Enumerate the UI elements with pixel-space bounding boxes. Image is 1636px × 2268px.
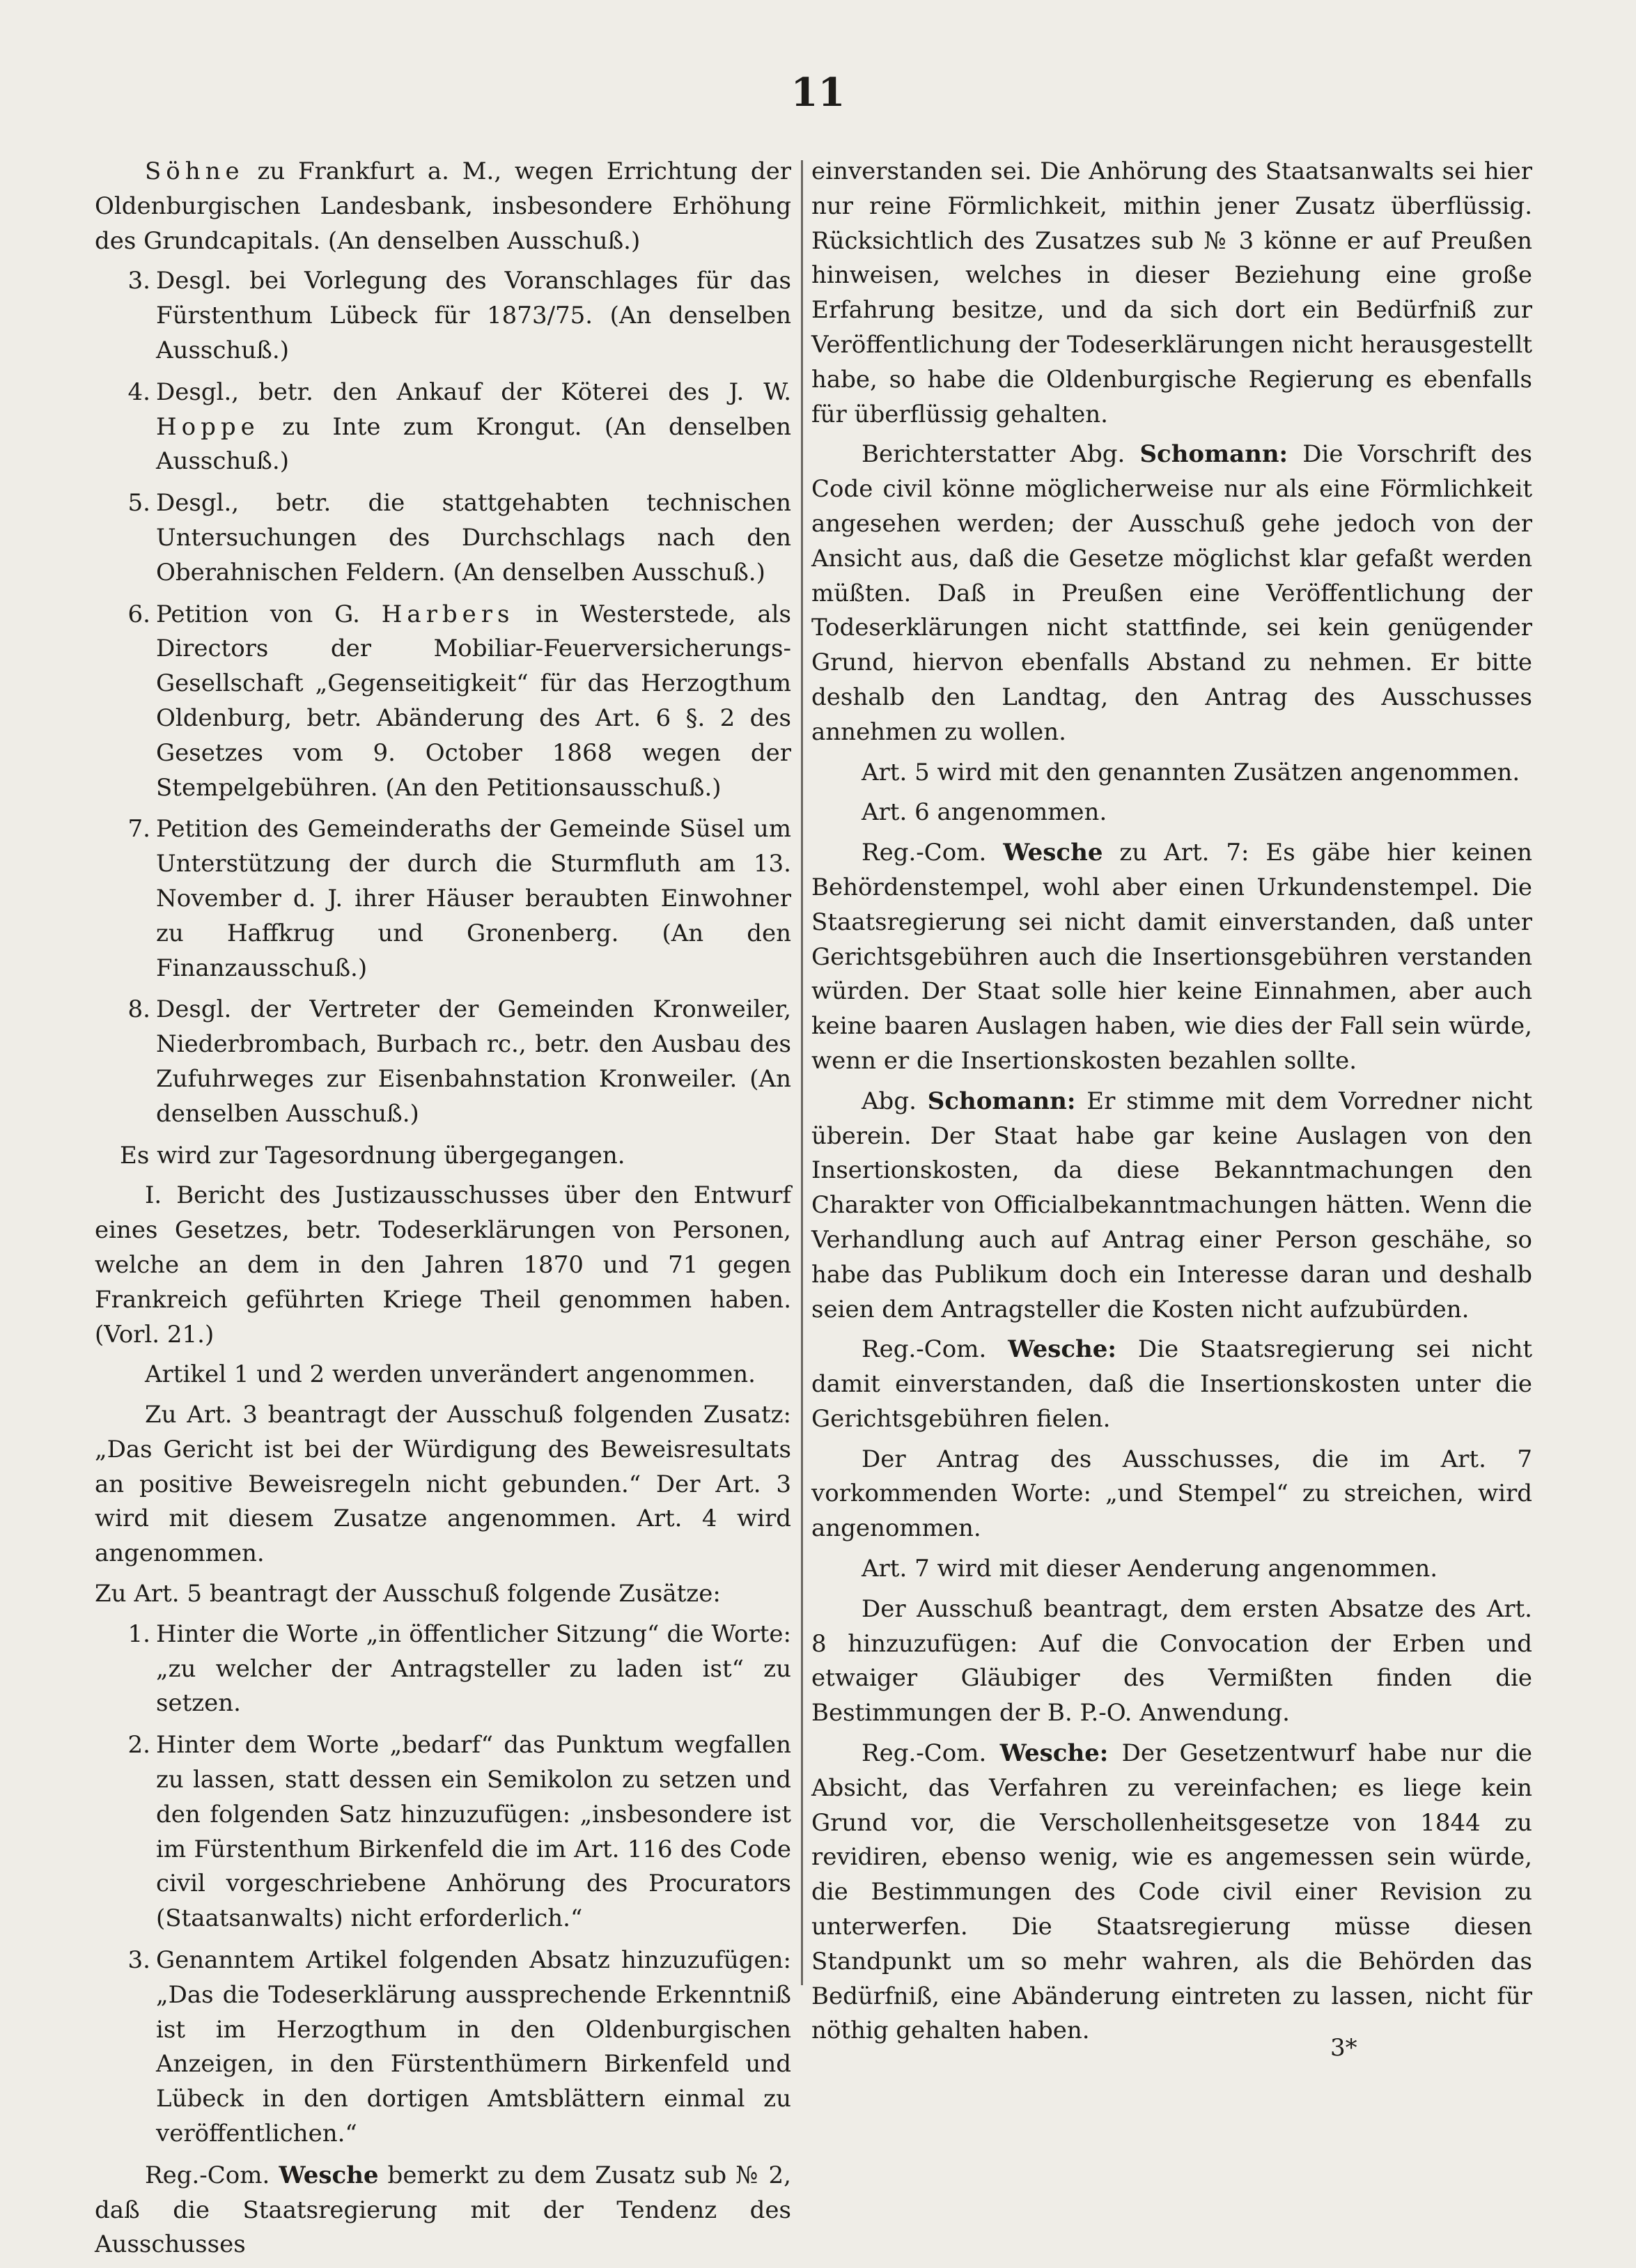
list-item bbox=[95, 264, 791, 368]
item-number: 1. bbox=[127, 1620, 150, 1648]
paragraph-text: zu Art. 7: Es gäbe hier keinen Behördenstempel, wohl aber einen Urkundenstempel. Die Staatsregierung sei nicht damit einverstanden, daß unter Gerichtsgebühren auch die Insertionsgebühren verstanden würden. Der Staat solle hier keine Einnahmen, aber auch keine baaren Auslagen haben, wie dies der Fall sein würde, wenn er die Insertionskosten bezahlen sollte. bbox=[811, 839, 1532, 1075]
paragraph: Der Antrag des Ausschusses, die im Art. 7 vorkommenden Worte: „und Stempel“ zu streichen, wird angenommen. bbox=[811, 1445, 1532, 1543]
paragraph: Artikel 1 und 2 werden unverändert angenommen. bbox=[145, 1360, 756, 1389]
right-column bbox=[811, 155, 1532, 2054]
paragraph-text: Er stimme mit dem Vorredner nicht überein. Der Staat habe gar keine Auslagen von den Insertionskosten, da diese Bekanntmachungen den Charakter von Officialbekanntmachungen hätten. Wenn die Verhandlung auch auf Antrag einer Person geschähe, so habe das Publikum doch ein Interesse daran und deshalb seien dem Antragsteller die Kosten nicht aufzubürden. bbox=[811, 1087, 1532, 1323]
item-text: Desgl., betr. den Ankauf der Köterei des J. W. bbox=[156, 378, 791, 406]
intro-paragraph bbox=[95, 155, 791, 258]
speaker-name: Wesche: bbox=[1008, 1335, 1116, 1364]
paragraph bbox=[811, 1737, 1532, 2049]
item-number: 7. bbox=[127, 815, 150, 844]
paragraph bbox=[811, 836, 1532, 1079]
intro-text: zu Frankfurt a. M., wegen Errichtung der Oldenburgischen Landesbank, insbesondere Erhöhung des Grundcapitals. (An denselben Ausschuß.) bbox=[95, 157, 791, 255]
speaker-title: Reg.-Com. bbox=[862, 1739, 1000, 1768]
page-number: 11 bbox=[790, 70, 846, 116]
paragraph-text: Die Vorschrift des Code civil könne möglicherweise nur als eine Förmlichkeit angesehen werden; der Ausschuß gehe jedoch von der Ansicht aus, daß die Gesetze möglichst klar gefaßt werden müßten. Daß in Preußen eine Veröffentlichung der Todeserklärungen nicht stattfinde, sei kein genügender Grund, hiervon ebenfalls Abstand zu nehmen. Er bitte deshalb den Landtag, den Antrag des Ausschusses annehmen zu wollen. bbox=[811, 440, 1532, 746]
item-text: in Westerstede, als Directors der Mobiliar-Feuerversicherungs-Gesellschaft „Gegenseitigkeit“ für das Herzogthum Oldenburg, betr. Abänderung des Art. 6 §. 2 des Gesetzes vom 9. October 1868 wegen der Stempelgebühren. (An den Petitionsausschuß.) bbox=[156, 600, 791, 802]
paragraph-text: Der Gesetzentwurf habe nur die Absicht, das Verfahren zu vereinfachen; es liege kein Grund vor, die Verschollenheitsgesetze von 1844 zu revidiren, ebenso wenig, wie es angemessen sein würde, die Bestimmungen des Code civil einer Revision zu unterwerfen. Die Staatsregierung müsse diesen Standpunkt um so mehr wahren, als die Behörden das Bedürfniß, eine Abänderung eintreten zu lassen, nicht für nöthig gehalten haben. bbox=[811, 1739, 1532, 2045]
item-text: Petition von G. bbox=[156, 600, 382, 628]
paragraph: Der Ausschuß beantragt, dem ersten Absatze des Art. 8 hinzuzufügen: Auf die Convocation der Erben und etwaiger Gläubiger des Vermißten finden die Bestimmungen der B. P.-O. Anwendung. bbox=[811, 1594, 1532, 1727]
list-item bbox=[95, 486, 791, 590]
list-item bbox=[95, 812, 791, 986]
report-heading: I. Bericht des Justizausschusses über den Entwurf eines Gesetzes, betr. Todeserklärungen von Personen, welche an dem in den Jahren 1870 und 71 gegen Frankreich geführten Kriege Theil genommen haben. (Vorl. 21.) bbox=[95, 1181, 791, 1349]
person-name: Harbers bbox=[381, 600, 515, 628]
speaker-name: Wesche bbox=[1003, 839, 1103, 867]
paragraph bbox=[811, 1085, 1532, 1328]
item-text: zu Inte zum Krongut. (An denselben Ausschuß.) bbox=[156, 412, 791, 476]
item-number: 3. bbox=[127, 1946, 150, 1975]
paragraph bbox=[95, 2159, 791, 2262]
sub-list-item bbox=[95, 1728, 791, 1936]
column-divider bbox=[801, 160, 803, 1985]
person-name: Hoppe bbox=[156, 412, 260, 441]
item-text: Genanntem Artikel folgenden Absatz hinzuzufügen: „Das die Todeserklärung aussprechende Erkenntniß ist im Herzogthum in den Oldenburgischen Anzeigen, in den Fürstenthümern Birkenfeld und Lübeck in den dortigen Amtsblättern einmal zu veröffentlichen.“ bbox=[156, 1946, 791, 2148]
paragraph: Art. 6 angenommen. bbox=[862, 798, 1107, 827]
sub-list-item bbox=[95, 1617, 791, 1721]
item-text: Petition des Gemeinderaths der Gemeinde Süsel um Unterstützung der durch die Sturmfluth am 13. November d. J. ihrer Häuser beraubten Einwohner zu Haffkrug und Gronenberg. (An den Finanzausschuß.) bbox=[156, 815, 791, 982]
paragraph: Es wird zur Tagesordnung übergegangen. bbox=[120, 1141, 625, 1170]
item-text: Desgl., betr. die stattgehabten technischen Untersuchungen des Durchschlags nach den Oberahnischen Feldern. (An denselben Ausschuß.) bbox=[156, 489, 791, 587]
speaker-name: Wesche bbox=[279, 2161, 379, 2189]
item-text: Desgl. der Vertreter der Gemeinden Kronweiler, Niederbrombach, Burbach rc., betr. den Ausbau des Zufuhrweges zur Eisenbahnstation Kronweiler. (An denselben Ausschuß.) bbox=[156, 995, 791, 1128]
item-number: 5. bbox=[127, 489, 150, 518]
sub-list-item bbox=[95, 1943, 791, 2152]
paragraph-text: Die Staatsregierung sei nicht damit einverstanden, daß die Insertionskosten unter die Gerichtsgebühren fielen. bbox=[811, 1335, 1533, 1433]
paragraph: Zu Art. 3 beantragt der Ausschuß folgenden Zusatz: „Das Gericht ist bei der Würdigung des Beweisresultats an positive Beweisregeln nicht gebunden.“ Der Art. 3 wird mit diesem Zusatze angenommen. Art. 4 wird angenommen. bbox=[95, 1401, 791, 1568]
speaker-title: Berichterstatter Abg. bbox=[862, 440, 1140, 469]
speaker-title: Reg.-Com. bbox=[862, 839, 1004, 867]
speaker-title: Reg.-Com. bbox=[862, 1335, 1008, 1364]
paragraph-text: bemerkt zu dem Zusatz sub № 2, daß die Staatsregierung mit der Tendenz des Ausschusses bbox=[95, 2161, 791, 2259]
list-item bbox=[95, 375, 791, 479]
paragraph: Zu Art. 5 beantragt der Ausschuß folgende Zusätze: bbox=[95, 1580, 721, 1608]
speaker-title: Reg.-Com. bbox=[145, 2161, 279, 2189]
paragraph: Art. 7 wird mit dieser Aenderung angenommen. bbox=[862, 1555, 1438, 1583]
item-number: 2. bbox=[127, 1731, 150, 1760]
paragraph bbox=[811, 1333, 1532, 1436]
left-column bbox=[95, 155, 791, 2268]
item-number: 4. bbox=[127, 378, 150, 406]
list-item bbox=[95, 993, 791, 1131]
paragraph: Art. 5 wird mit den genannten Zusätzen angenommen. bbox=[862, 758, 1520, 786]
speaker-name: Wesche: bbox=[999, 1739, 1109, 1768]
item-text: Hinter die Worte „in öffentlicher Sitzung“ die Worte: „zu welcher der Antragsteller zu laden ist“ zu setzen. bbox=[156, 1620, 791, 1718]
paragraph bbox=[811, 437, 1532, 749]
item-number: 6. bbox=[127, 600, 150, 628]
speaker-title: Abg. bbox=[862, 1087, 928, 1115]
paragraph: einverstanden sei. Die Anhörung des Staatsanwalts sei hier nur reine Förmlichkeit, mithin jener Zusatz überflüssig. Rücksichtlich des Zusatzes sub № 3 könne er auf Preußen hinweisen, welches in dieser Beziehung eine große Erfahrung besitze, und da sich dort ein Bedürfniß zur Veröffentlichung der Todeserklärungen nicht herausgestellt habe, so habe die Oldenburgische Regierung es ebenfalls für überflüssig gehalten. bbox=[811, 157, 1532, 428]
item-number: 8. bbox=[127, 995, 150, 1024]
speaker-name: Schomann: bbox=[1139, 440, 1288, 469]
item-text: Desgl. bei Vorlegung des Voranschlages für das Fürstenthum Lübeck für 1873/75. (An denselben Ausschuß.) bbox=[156, 267, 791, 364]
list-item bbox=[95, 598, 791, 806]
signature-mark: 3* bbox=[1330, 2034, 1357, 2062]
item-number: 3. bbox=[127, 267, 150, 295]
speaker-name: Schomann: bbox=[927, 1087, 1076, 1115]
spaced-word: Söhne bbox=[145, 157, 244, 185]
item-text: Hinter dem Worte „bedarf“ das Punktum wegfallen zu lassen, statt dessen ein Semikolon zu setzen und den folgenden Satz hinzuzufügen: „insbesondere ist im Fürstenthum Birkenfeld die im Art. 116 des Code civil vorgeschriebene Anhörung des Procurators (Staatsanwalts) nicht erforderlich.“ bbox=[156, 1731, 791, 1933]
